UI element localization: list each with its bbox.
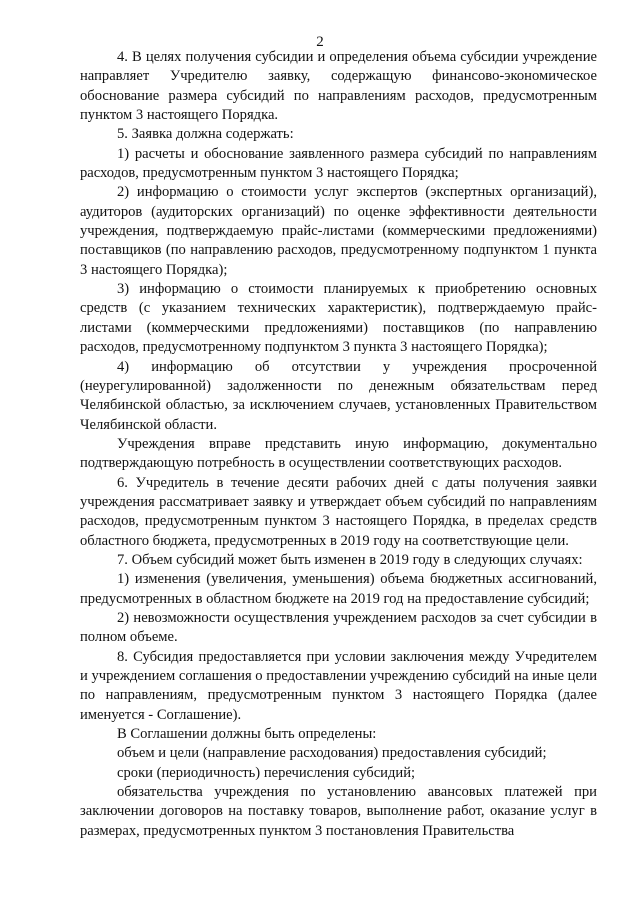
paragraph-item-7: 7. Объем субсидий может быть изменен в 2019 году в следующих случаях:: [117, 551, 583, 568]
paragraph-subitem-5-1: 1) расчеты и обоснование заявленного размера субсидий по направлениям расходов, предусмотренным пунктом 3 настоящего Порядка;: [80, 145, 597, 182]
paragraph-subitem-7-2: 2) невозможности осуществления учреждением расходов за счет субсидии в полном объеме.: [80, 609, 597, 646]
paragraph-subitem-5-3: 3) информацию о стоимости планируемых к приобретению основных средств (с указанием технических характеристик), подтверждаемую прайс-листами (коммерческими предложениями) поставщиков (по направлению расходов, предусмотренному подпунктом 3 пункта 3 настоящего Порядка);: [80, 281, 597, 356]
paragraph-agreement-terms: сроки (периодичность) перечисления субсидий;: [117, 764, 416, 781]
paragraph-agreement-volume: объем и цели (направление расходования) предоставления субсидий;: [117, 745, 547, 762]
paragraph-item-8: 8. Субсидия предоставляется при условии заключения между Учредителем и учреждением соглашения о предоставлении учреждению субсидий на иные цели по направлениям, предусмотренным пунктом 3 настоящего Порядка (далее именуется - Соглашение).: [80, 648, 598, 723]
document-body: [80, 48, 597, 841]
paragraph-subitem-7-1: 1) изменения (увеличения, уменьшения) объема бюджетных ассигнований, предусмотренных в областном бюджете на 2019 год на предоставление субсидий;: [80, 571, 597, 607]
paragraph-agreement-obligations: обязательства учреждения по установлению авансовых платежей при заключении договоров на поставку товаров, выполнение работ, оказание услуг в размерах, предусмотренных пунктом 3 постановления Правительства: [80, 784, 597, 839]
paragraph-item-5: 5. Заявка должна содержать:: [117, 126, 294, 143]
paragraph-agreement-intro: В Соглашении должны быть определены:: [117, 726, 377, 743]
paragraph-subitem-5-2: 2) информацию о стоимости услуг экспертов (экспертных организаций), аудиторов (аудиторских организаций) по оценке эффективности деятельности учреждения, подтверждаемую прайс-листами (коммерческими предложениями) поставщиков (по направлению расходов, предусмотренному подпунктом 1 пункта 3 настоящего Порядка);: [80, 184, 597, 278]
paragraph-item-4: 4. В целях получения субсидии и определения объема субсидии учреждение направляет Учредителю заявку, содержащую финансово-экономическое обоснование размера субсидий по направлениям расходов, предусмотренным пунктом 3 настоящего Порядка.: [80, 49, 597, 124]
paragraph-additional-info: Учреждения вправе представить иную информацию, документально подтверждающую потребность в осуществлении соответствующих расходов.: [80, 435, 597, 472]
paragraph-subitem-5-4: 4) информацию об отсутствии у учреждения просроченной (неурегулированной) задолженности по денежным обязательствам перед Челябинской областью, за исключением случаев, установленных Правительством Челябинской области.: [80, 358, 597, 433]
paragraph-item-6: 6. Учредитель в течение десяти рабочих дней с даты получения заявки учреждения рассматривает заявку и утверждает объем субсидий по направлениям расходов, предусмотренным пунктом 3 настоящего Порядка, в пределах средств областного бюджета, предусмотренных в 2019 году на соответствующие цели.: [80, 474, 597, 549]
page-number: 2: [316, 34, 324, 50]
